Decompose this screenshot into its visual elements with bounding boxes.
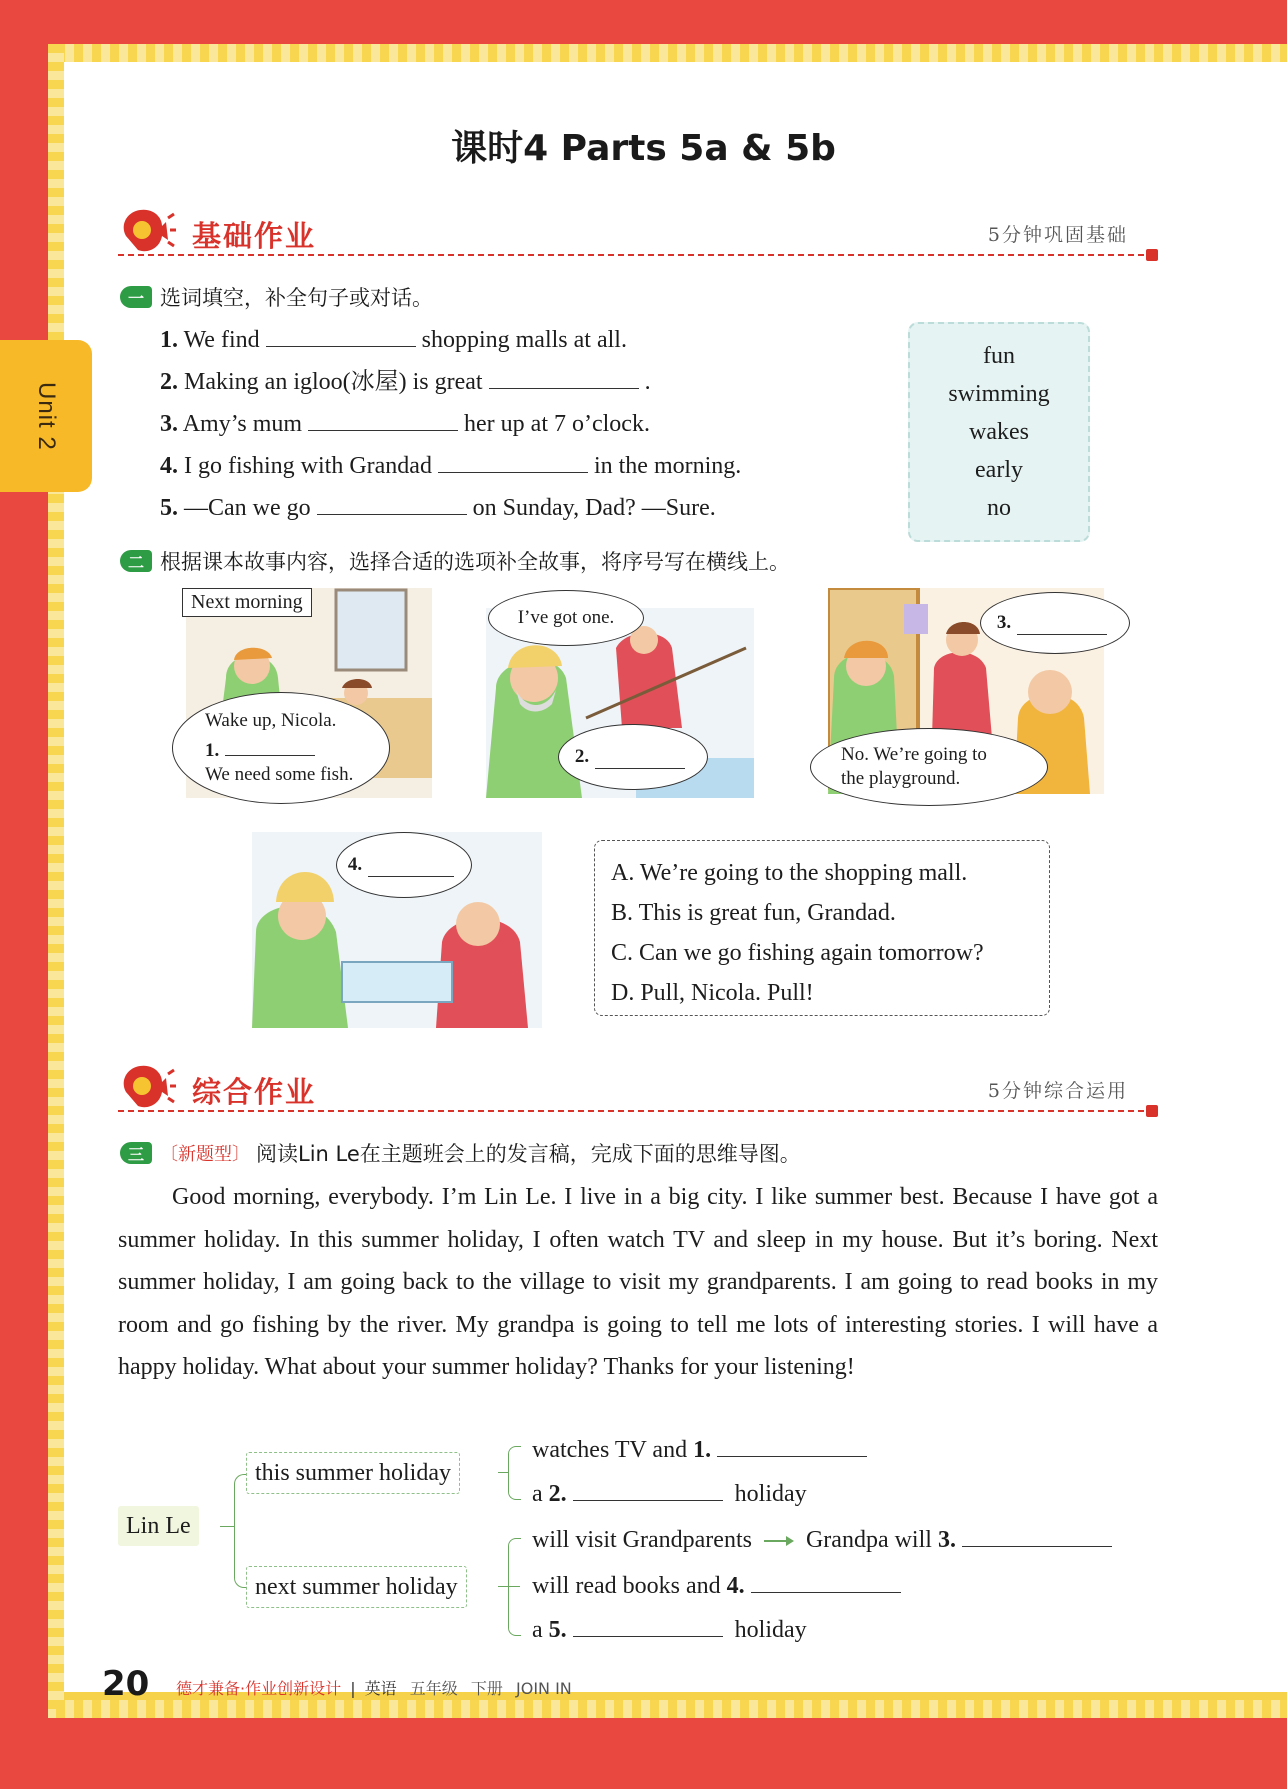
bubble-text: I’ve got one. xyxy=(517,607,615,628)
answer-blank[interactable] xyxy=(962,1524,1112,1547)
connector xyxy=(498,1472,508,1473)
word-bank-item: no xyxy=(987,495,1011,521)
blank-number: 4. xyxy=(347,854,363,875)
decorative-border-bottom xyxy=(56,1700,1287,1718)
footer-brand: 德才兼备·作业创新设计 xyxy=(176,1679,342,1698)
branch-this-summer: this summer holiday xyxy=(246,1452,460,1494)
leaf-b1-1 xyxy=(532,1434,873,1465)
story-picture-4 xyxy=(252,832,542,1028)
question-badge: 三 xyxy=(120,1142,152,1164)
leaf-text: will read books and xyxy=(532,1573,721,1599)
option-c: C. Can we go fishing again tomorrow? xyxy=(611,940,984,966)
section-header-basic xyxy=(118,206,1158,266)
option-d: D. Pull, Nicola. Pull! xyxy=(611,980,814,1006)
decorative-border-left xyxy=(48,44,64,1718)
blank-number: 1. xyxy=(693,1437,712,1463)
speech-bubble-2a xyxy=(488,590,644,646)
story-picture-3 xyxy=(810,588,1134,808)
leaf-text: a xyxy=(532,1481,543,1507)
section-divider xyxy=(118,1110,1144,1112)
leaf-b2-2 xyxy=(532,1570,907,1601)
word-bank-item: swimming xyxy=(948,381,1050,407)
footer-volume: 下册 xyxy=(470,1679,503,1698)
answer-blank[interactable] xyxy=(595,746,685,769)
question-badge: 一 xyxy=(120,286,152,308)
answer-blank[interactable] xyxy=(308,408,458,431)
q1-item-1 xyxy=(160,324,627,355)
section-header-comprehensive xyxy=(118,1062,1158,1122)
section-divider xyxy=(118,254,1144,256)
footer-edition: JOIN IN xyxy=(516,1679,572,1698)
blank-number: 3. xyxy=(937,1527,956,1553)
question-2-heading xyxy=(120,546,790,576)
q1-item-5 xyxy=(160,492,716,523)
leaf-b1-2 xyxy=(532,1478,807,1509)
question-instruction: 根据课本故事内容，选择合适的选项补全故事，将序号写在横线上。 xyxy=(160,550,790,574)
connector xyxy=(220,1526,234,1527)
connector xyxy=(498,1586,508,1587)
leaf-text: will visit Grandparents xyxy=(532,1527,752,1553)
answer-blank[interactable] xyxy=(266,324,416,347)
blank-number: 2. xyxy=(548,1481,567,1507)
story-picture-2 xyxy=(486,588,754,798)
item-number: 3. xyxy=(160,411,178,437)
leaf-b2-3 xyxy=(532,1614,807,1645)
bubble-text: We need some fish. xyxy=(205,764,354,785)
megaphone-icon xyxy=(118,206,176,258)
answer-blank[interactable] xyxy=(489,366,639,389)
mind-map-root: Lin Le xyxy=(118,1506,199,1546)
section-hint: 5分钟综合运用 xyxy=(987,1080,1128,1102)
item-text: I go fishing with Grandad xyxy=(184,453,432,479)
item-text: Making an igloo(冰屋) is great xyxy=(184,369,483,395)
unit-tab xyxy=(0,340,92,492)
mind-map xyxy=(118,1434,1168,1654)
blank-number: 1. xyxy=(205,740,220,761)
word-bank xyxy=(908,322,1090,542)
unit-tab-label: Unit 2 xyxy=(33,381,60,451)
blank-number: 5. xyxy=(548,1617,567,1643)
question-3-heading xyxy=(120,1138,801,1168)
speech-bubble-2b xyxy=(558,724,708,790)
section-divider-end xyxy=(1146,1105,1158,1117)
connector xyxy=(508,1446,521,1500)
bubble-text: the playground. xyxy=(841,768,961,789)
section-divider-end xyxy=(1146,249,1158,261)
leaf-text: watches TV and xyxy=(532,1437,688,1463)
item-text: Amy’s mum xyxy=(182,411,303,437)
leaf-b2-1 xyxy=(532,1524,1118,1555)
new-type-tag: 〔新题型〕 xyxy=(160,1144,250,1165)
word-bank-item: early xyxy=(975,457,1023,483)
passage-text: Good morning, everybody. I’m Lin Le. I live in a big city. I like summer best. Because I have got a summer holiday. In this summer holiday, I often watch TV and sleep in my house. But it’s boring. Next summer holiday, I am going back to the village to visit my grandparents. I am going to read books in my room and go fishing by the river. My grandpa is going to tell me lots of interesting stories. I will have a happy holiday. What about your summer holiday? Thanks for your listening! xyxy=(118,1184,1158,1380)
decorative-border-top xyxy=(56,44,1287,62)
word-bank-item: fun xyxy=(983,343,1015,369)
answer-options-box xyxy=(594,840,1050,1016)
section-title: 综合作业 xyxy=(192,1075,317,1109)
story-picture-1 xyxy=(172,588,432,808)
question-instruction: 阅读Lin Le在主题班会上的发言稿，完成下面的思维导图。 xyxy=(256,1142,801,1166)
leaf-text: holiday xyxy=(734,1481,807,1507)
section-title: 基础作业 xyxy=(192,219,317,253)
answer-blank[interactable] xyxy=(751,1570,901,1593)
page-number: 20 xyxy=(102,1664,150,1704)
answer-blank[interactable] xyxy=(573,1614,723,1637)
q1-item-3 xyxy=(160,408,650,439)
item-text: on Sunday, Dad? —Sure. xyxy=(472,495,716,521)
arrow-right-icon xyxy=(762,1534,796,1548)
question-instruction: 选词填空，补全句子或对话。 xyxy=(160,286,433,310)
answer-blank[interactable] xyxy=(1017,612,1107,635)
leaf-text: a xyxy=(532,1617,543,1643)
page-title: 课时4 Parts 5a & 5b xyxy=(451,128,836,169)
connector xyxy=(508,1538,521,1636)
item-text: . xyxy=(644,369,651,395)
option-a: A. We’re going to the shopping mall. xyxy=(611,860,968,886)
item-text: in the morning. xyxy=(593,453,742,479)
question-badge: 二 xyxy=(120,550,152,572)
connector xyxy=(508,1586,520,1587)
question-1-heading xyxy=(120,282,433,312)
reading-passage xyxy=(118,1176,1158,1389)
megaphone-icon xyxy=(118,1062,176,1114)
footer-grade: 五年级 xyxy=(409,1679,458,1698)
answer-blank[interactable] xyxy=(717,1434,867,1457)
bubble-text: Wake up, Nicola. xyxy=(205,710,337,731)
answer-blank[interactable] xyxy=(573,1478,723,1501)
word-bank-item: wakes xyxy=(969,419,1029,445)
blank-number: 3. xyxy=(996,612,1012,633)
item-number: 4. xyxy=(160,453,178,479)
leaf-text: Grandpa will xyxy=(805,1527,932,1553)
branch-next-summer: next summer holiday xyxy=(246,1566,467,1608)
answer-blank[interactable] xyxy=(368,854,454,877)
leaf-text: holiday xyxy=(734,1617,807,1643)
footer-series: 德才兼备·作业创新设计 | 英语 五年级 下册 JOIN IN xyxy=(176,1679,572,1698)
bubble-text: No. We’re going to xyxy=(841,744,987,765)
q1-item-2 xyxy=(160,366,651,397)
speech-bubble-4 xyxy=(336,832,472,898)
answer-blank[interactable] xyxy=(225,733,315,756)
item-text: We find xyxy=(183,327,260,353)
option-b: B. This is great fun, Grandad. xyxy=(611,900,896,926)
item-text: her up at 7 o’clock. xyxy=(464,411,650,437)
item-number: 2. xyxy=(160,369,178,395)
speech-bubble-1 xyxy=(172,692,390,804)
section-hint: 5分钟巩固基础 xyxy=(987,224,1128,246)
blank-number: 2. xyxy=(574,746,590,767)
footer-subject: 英语 xyxy=(364,1679,397,1698)
speech-bubble-3b xyxy=(810,728,1048,806)
answer-blank[interactable] xyxy=(438,450,588,473)
q1-item-4 xyxy=(160,450,741,481)
answer-blank[interactable] xyxy=(317,492,467,515)
item-number: 5. xyxy=(160,495,178,521)
blank-number: 4. xyxy=(726,1573,745,1599)
item-text: —Can we go xyxy=(184,495,311,521)
picture-caption: Next morning xyxy=(182,588,312,617)
item-number: 1. xyxy=(160,327,178,353)
speech-bubble-3a xyxy=(980,592,1130,654)
item-text: shopping malls at all. xyxy=(421,327,627,353)
